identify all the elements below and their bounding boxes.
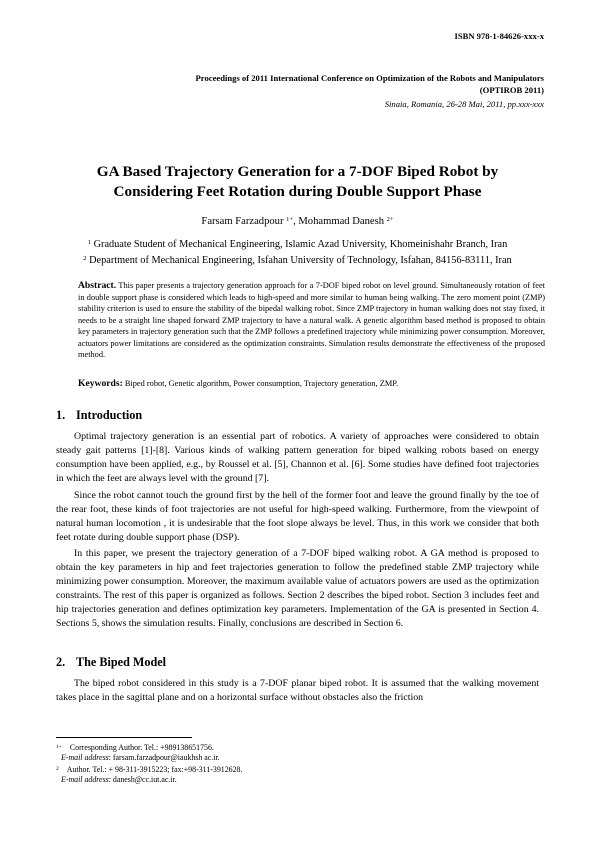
abstract-text: This paper presents a trajectory generation approach for a 7-DOF biped robot on level ground. Simultaneously rotation of feet in double support phase is considered which leads to high-speed and more similar to human being walking. The zero moment point (ZMP) stability criterion is used to ensure the stability of the bipedal walking robot. Since ZMP trajectory in human walking does not stay fixed, it needs to be a straight line shaped forward ZMP trajectory to have a natural walk. A genetic algorithm based method is proposed to obtain key parameters in trajectory generation such that the ZMP follows a predefined trajectory while minimizing power consumption. Moreover, actuators power limitations are considered as the optimization constraints. Simulation results demonstrate the effectiveness of the proposed method. xyxy=(78,281,545,360)
keywords xyxy=(78,378,545,390)
footnote-1-email xyxy=(61,753,220,763)
footnote-1-text: Corresponding Author. Tel.: +989138651756. xyxy=(69,743,214,752)
isbn-line: ISBN 978-1-84626-xxx-x xyxy=(454,31,544,41)
footnote-1-mark: 1+ xyxy=(56,744,62,750)
place-date-line: Sinaia, Romania, 26-28 Mai, 2011, pp.xxx-xxx xyxy=(384,99,544,109)
section-2-title: The Biped Model xyxy=(76,655,167,669)
footnote-2-email xyxy=(61,775,177,785)
author-line xyxy=(40,215,555,228)
intro-paragraph-1-text: Optimal trajectory generation is an essential part of robotics. A variety of approaches were considered to obtain steady gait patterns [1]-[8]. Various kinds of walking pattern generation for biped walking robots based on energy consumption have been applied, e.g., by Roussel et al. [5], Channon et al. [6]. Some studies have defined foot trajectories in which the feet are always level with the ground [7]. xyxy=(56,431,539,484)
author-separator: , xyxy=(293,216,299,227)
section-2-number: 2. xyxy=(56,655,66,669)
paper-title xyxy=(40,162,555,202)
author-1-mark: 1+ xyxy=(286,216,294,223)
footnote-1-email-label: E-mail address xyxy=(61,753,109,762)
intro-paragraph-2 xyxy=(56,489,539,545)
intro-paragraph-1 xyxy=(56,430,539,486)
footnote-1 xyxy=(56,743,214,753)
affiliation-1-mark: 1 xyxy=(87,239,91,246)
author-2: Mohammad Danesh xyxy=(298,216,387,227)
author-2-mark: 2+ xyxy=(386,216,394,223)
footnote-2-email-label: E-mail address xyxy=(61,775,109,784)
footnote-1-email-value: : farsam.farzadpour@iaukhsh ac.ir. xyxy=(108,753,220,762)
abstract-label: Abstract. xyxy=(78,280,117,291)
footnote-2 xyxy=(56,765,242,775)
footnote-2-mark: 2 xyxy=(56,766,59,772)
author-1: Farsam Farzadpour xyxy=(201,216,287,227)
affiliation-2-text: Department of Mechanical Engineering, Isfahan University of Technology, Isfahan, 84156-83111, Iran xyxy=(89,255,512,266)
footnote-2-email-value: : danesh@cc.iut.ac.ir. xyxy=(108,775,177,784)
intro-paragraph-3-text: In this paper, we present the trajectory generation of a 7-DOF biped walking robot. A GA method is proposed to obtain the key parameters in hip and feet trajectories generation to follow the predefined stable ZMP trajectory while minimizing power consumption. Moreover, the maximum available value of actuators powers are used as the optimization constraints. The rest of this paper is organized as follows. Section 2 describes the biped robot. Section 3 includes feet and hip trajectories generation and defines optimization key parameters. Implementation of the GA is presented in Section 4. Sections 5, shows the simulation results. Finally, conclusions are described in Section 6. xyxy=(56,548,539,629)
abstract xyxy=(78,280,545,361)
affiliation-1-text: Graduate Student of Mechanical Engineering, Islamic Azad University, Khomeinishahr Branch, Iran xyxy=(93,239,508,250)
affiliation-1 xyxy=(50,238,545,251)
biped-paragraph-1-text: The biped robot considered in this study is a 7-DOF planar biped robot. It is assumed that the walking movement takes place in the sagittal plane and on a horizontal surface without obstacles also the friction xyxy=(56,678,539,703)
footnote-2-text: Author. Tel.: + 98-311-3915223; fax:+98-311-3912628. xyxy=(66,765,243,774)
proceedings-line: Proceedings of 2011 International Conference on Optimization of the Robots and Manipulators xyxy=(195,73,544,83)
intro-paragraph-3 xyxy=(56,547,539,630)
intro-paragraph-2-text: Since the robot cannot touch the ground first by the hell of the former foot and leave the ground finally by the toe of the rear foot, these kinds of foot trajectories are not useful for high-speed walking. Furthermore, from the viewpoint of natural human locomotion , it is undesirable that the foot slope always be level. Thus, in this work we consider that both feet rotate during double support phase (DSP). xyxy=(56,490,539,543)
keywords-text: Biped robot, Genetic algorithm, Power consumption, Trajectory generation, ZMP. xyxy=(124,379,399,388)
title-line-1: GA Based Trajectory Generation for a 7-DOF Biped Robot by xyxy=(96,163,499,180)
biped-paragraph-1 xyxy=(56,677,539,705)
section-1-number: 1. xyxy=(56,408,66,422)
footnote-divider xyxy=(56,737,192,738)
affiliation-2-mark: 2 xyxy=(83,255,87,262)
conference-acronym: (OPTIROB 2011) xyxy=(479,85,544,95)
section-heading-introduction xyxy=(56,408,142,423)
affiliation-2 xyxy=(50,254,545,267)
title-line-2: Considering Feet Rotation during Double Support Phase xyxy=(113,183,482,200)
section-heading-biped-model xyxy=(56,655,166,670)
keywords-label: Keywords: xyxy=(78,378,123,389)
section-1-title: Introduction xyxy=(76,408,143,422)
